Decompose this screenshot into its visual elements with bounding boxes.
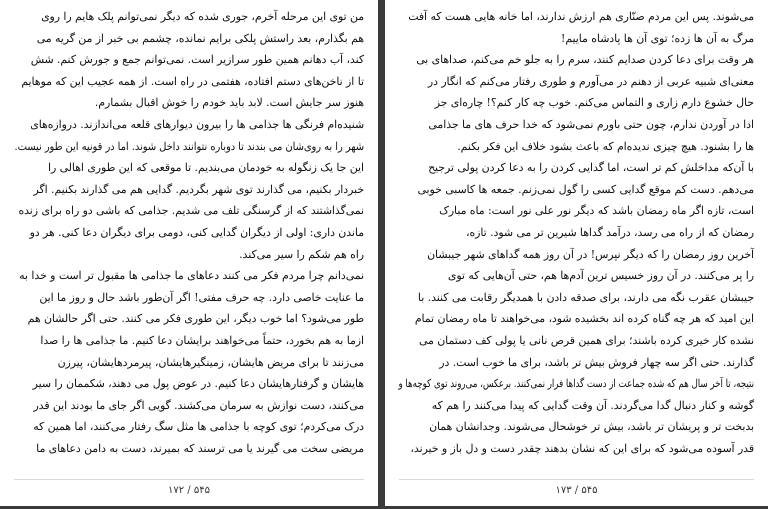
- text-line: معنی‌ای شبیه عربی از دهنم در می‌آورم و طوری رفتار می‌کنم که انگار در: [427, 74, 754, 88]
- text-line: راه هم شکم را سیر می‌کند.: [239, 247, 364, 261]
- text-line: شنیده‌ام فرنگی ها جذامی ها را بیرون دیوارهای قلعه می‌اندازند. دروازه‌های: [30, 117, 364, 131]
- paragraph: [14, 114, 364, 265]
- text-line: نمی‌گذاشتند که از گرسنگی تلف می شدیم. جذامی که باشی دو راه برای زنده: [18, 204, 364, 218]
- text-line: شهر را به روی‌شان می بندند تا دوباره نتوانند داخل شوند. اما در قونیه این طور نیست.: [14, 139, 365, 153]
- text-line: کند، آب دهانم همین طور سرازیر است. نمی‌توانم جمع و جورش کنم. شش: [30, 53, 364, 67]
- paragraph: [14, 6, 364, 114]
- text-line: من توی این مرحله آخرم، جوری شده که دیگر نمی‌توانم پلک هایم را روی: [41, 10, 364, 23]
- text-line: ما عنایت خاصی دارد. چه حرف مفتی! اگر آن‌طور باشد حال و روز ما این: [39, 290, 364, 304]
- text-line: می‌شوند. پس این مردم صنّاری هم ارزش ندارند، اما خانه هایی هست که آفت: [408, 10, 754, 23]
- text-line: تا از ناخن‌های دستم افتاده، هفتمی در راه است. از همه عجیب این که موهایم: [21, 74, 364, 88]
- text-line: می‌کنند، دست نوازش به سرمان می‌کشند. گویی اگر جای ما بودند این قدر: [33, 398, 364, 412]
- page-number: ۵۴۵ / ۱۷۲: [168, 485, 210, 496]
- text-line: جیبشان عقرب نگه می دارند، برای صدقه دادن با همدیگر رقابت می کنند. با: [417, 290, 754, 304]
- text-line: ازما به هم بخورد، حتماً می‌خواهند برایشان دعا کنیم. ما جذامی ها را صدا: [40, 333, 364, 347]
- text-line: مریضی سخت می گیرند یا می ترسند که بمیرند، دست به دامن دعاهای ما: [36, 441, 364, 455]
- text-line: خبردار بکنیم، می گذارند توی شهر بگردیم. گدایی هم می گذارند بکنیم. اگر: [33, 182, 364, 196]
- text-line: را پر می‌کنند. در آن روز خسیس ترین آدم‌ها هم، حتی آن‌هایی که توی: [447, 269, 754, 283]
- text-line: آخرین روز رمضان را که دیگر نپرس! در آن روز همه گداهای شهر جیبشان: [427, 247, 754, 261]
- paragraph: [399, 49, 754, 157]
- text-line: رمضان که از راه می رسد، درآمد گداها شیرین تر می شود. تازه،: [466, 225, 754, 239]
- paragraph: [399, 6, 754, 49]
- text-line: ها را بشنود. هیچ چیزی ندیده‌ام که باعث بشود خلاف این فکر بکنم.: [457, 139, 754, 153]
- text-line: حال خشوع دارم زاری و التماس می‌کنم. خوب چه کار کنم؟! چاره‌ای جز: [434, 96, 754, 110]
- text-line: نمی‌دانم چرا مردم فکر می کنند دعاهای ما جذامی ها مقبول تر است و خدا به: [19, 269, 364, 283]
- page-right: [385, 0, 768, 506]
- text-line: طور می‌شود؟ اما خوب دیگر، این طوری فکر می کنند. حتی اگر حالشان هم: [27, 312, 364, 326]
- paragraph: [14, 265, 364, 459]
- text-line: هم بگذارم، بعد راستش پلکی برایم نمانده، چشمم بی خبر از من گریه می: [36, 31, 364, 45]
- page-left: [0, 0, 378, 506]
- page-number: ۵۴۵ / ۱۷۳: [555, 485, 598, 496]
- text-line: این امید که هر چه گناه کرده اند بخشیده شود، می‌خواهند تا ماه رمضان تمام: [414, 312, 754, 326]
- text-line: است، تازه اگر ماه رمضان باشد که دیگر نور علی نور است: ماه مبارک: [439, 204, 754, 218]
- text-line: هایشان و گرفتارهایشان دعا کنیم. در عوض پول می دهند، شکممان را سیر: [32, 377, 364, 391]
- text-line: با آن‌که مداخلش کم تر است، اما گدایی کردن را به دعا کردن پولی ترجیح: [428, 161, 754, 175]
- text-line: قدر آسوده می‌شود که برای این که نشان بدهند چقدر دست و دل باز و خیرند،: [410, 441, 754, 455]
- text-line: بدبخت تر و پریشان تر باشد، بیش تر خوشحال می‌شوند. وجدانشان همان: [429, 420, 754, 434]
- text-line: نشده کار خیری کرده باشند؛ برای همین قرص نانی یا پولی کف دستمان می: [419, 333, 754, 347]
- footer-rule: [399, 479, 754, 480]
- text-line: می‌زنند تا برای مریض هایشان، زمینگیرهایشان، پیرمردهایشان، پیرزن: [57, 355, 364, 369]
- text-line: هنوز سر جایش است. لابد باید خودم را خوش اقبال بشمارم.: [94, 96, 364, 110]
- text-line: گذارند. حتی اگر سه چهار فروش بیش تر باشد، برای ما خوب است. در: [439, 355, 754, 369]
- text-line: می‌دهم. دست کم موقع گدایی کسی را گول نمی‌زنم. جمعه ها کاسبی خوبی: [417, 182, 754, 196]
- text-line: مرگ به آن ها زده؛ توی آن ها پادشاه ماییم!: [560, 31, 754, 45]
- text-line: درک می‌کردم؛ توی کوچه با جذامی ها مثل سگ رفتار می‌کنند، اما همین که: [33, 420, 364, 434]
- footer-rule: [14, 479, 364, 480]
- text-line: ادا در آوردن ندارم، چون حتی باورم نمی‌شود که خدا حرف های ما جذامی: [428, 117, 754, 131]
- text-line: گوشه و کنار دنبال گدا می‌گردند. آن وقت گدایی که پیدا می‌کنند را هم که: [431, 398, 754, 412]
- text-line: ماندن داری: اولی از دیگران گدایی کنی، دومی برای دیگران دعا کنی. هر دو: [29, 225, 364, 239]
- text-line: هر وقت برای دعا کردن صدایم کنند، سرم را به جلو خم می‌کنم، صداهای بی: [416, 53, 754, 67]
- text-line: این جا یک زنگوله به خودمان می‌بندیم. تا موقعی که این طوری اهالی را: [48, 161, 364, 175]
- text-line: نتیجه، تا آخر سال هم که شده جماعت از دست گداها فرار نمی‌کنند. برعکس، می‌روند توی کوچه‌ها و: [398, 377, 754, 391]
- paragraph: [399, 157, 754, 459]
